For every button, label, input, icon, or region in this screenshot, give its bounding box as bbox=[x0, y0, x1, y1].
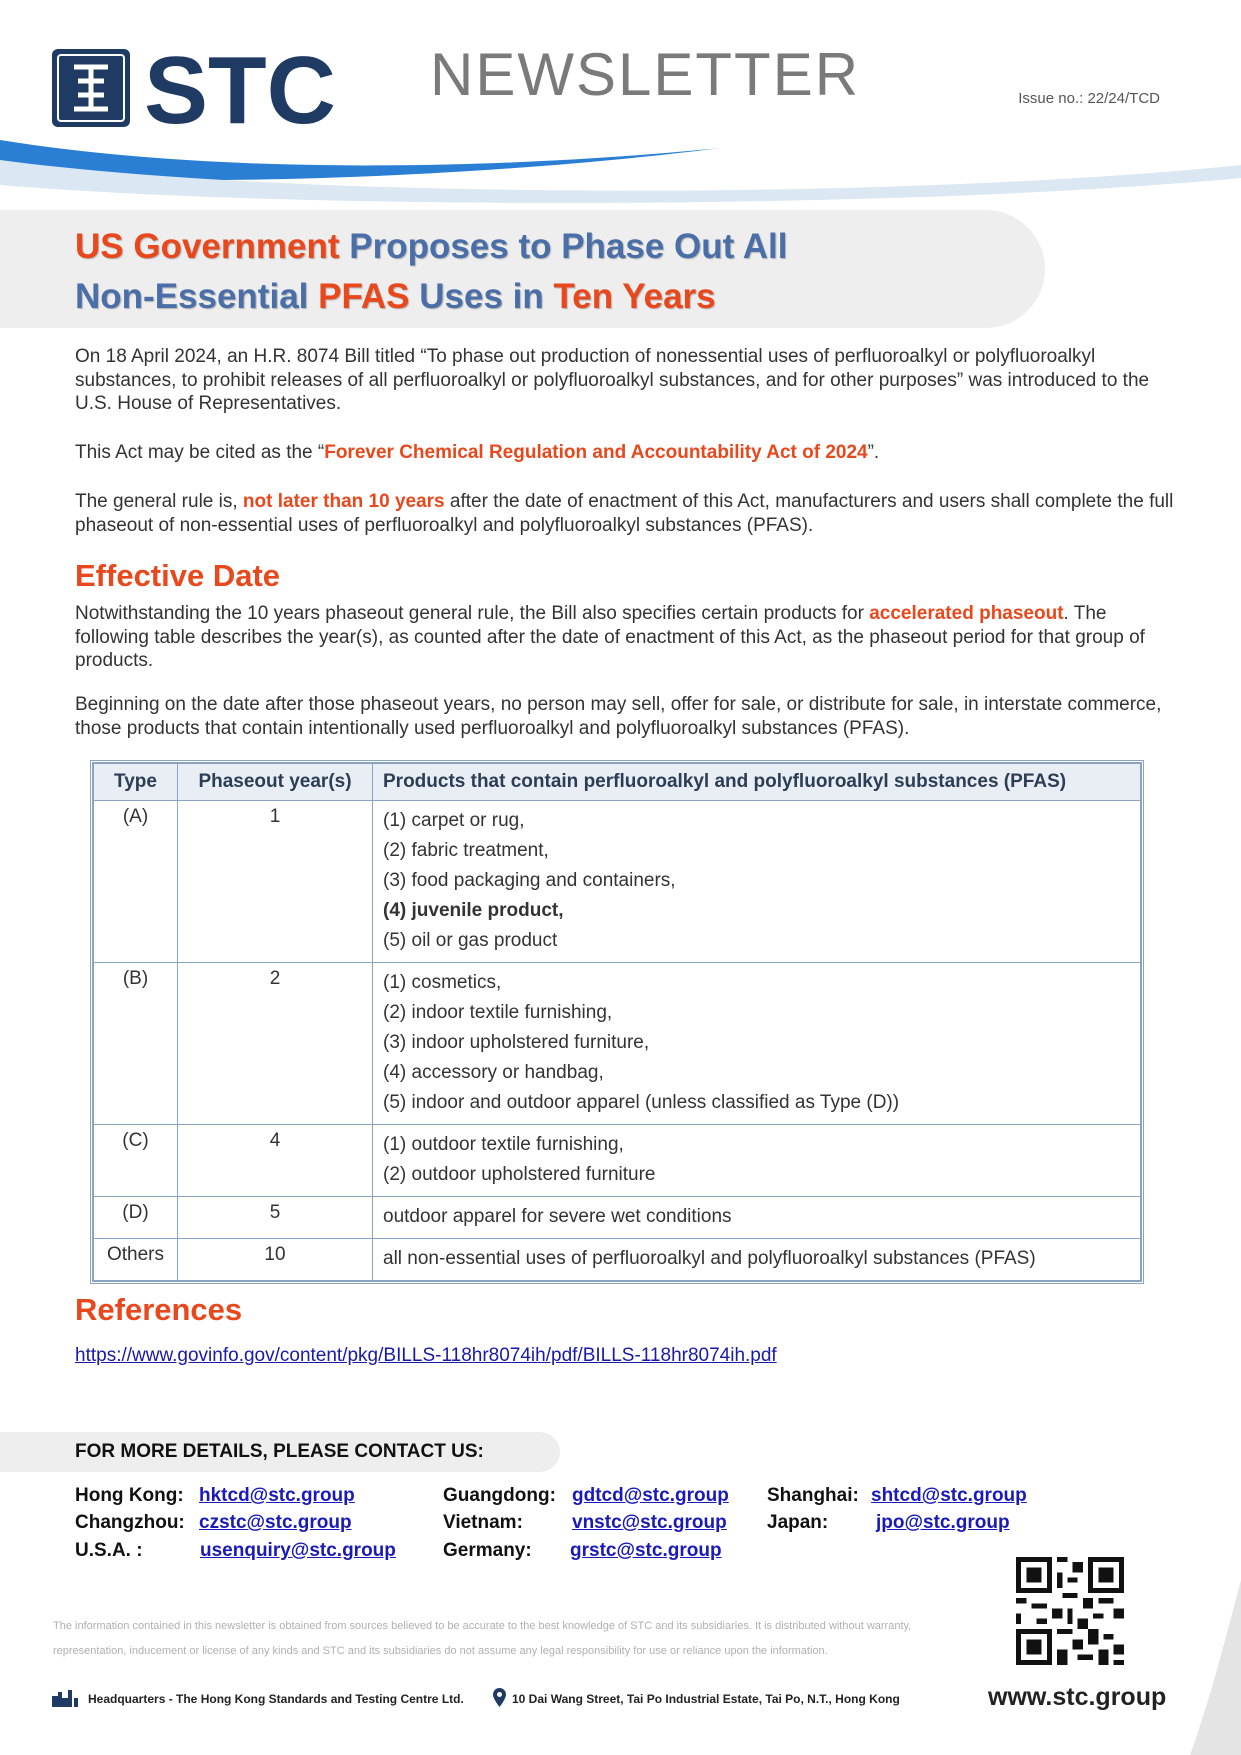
column-header-phaseout-years: Phaseout year(s) bbox=[178, 764, 373, 801]
accelerated-phaseout-highlight: accelerated phaseout bbox=[869, 603, 1064, 624]
phaseout-years-cell: 2 bbox=[178, 963, 373, 1125]
product-item: (4) accessory or handbag, bbox=[383, 1062, 604, 1083]
product-item: (3) food packaging and containers, bbox=[383, 870, 676, 891]
products-cell bbox=[373, 801, 1141, 963]
table-row bbox=[94, 1125, 1141, 1197]
references-heading: References bbox=[75, 1292, 243, 1327]
products-cell bbox=[373, 1239, 1141, 1281]
table-row bbox=[94, 801, 1141, 963]
phaseout-years-cell: 1 bbox=[178, 801, 373, 963]
brand-wordmark: STC bbox=[144, 47, 336, 129]
text-span: This Act may be cited as the “ bbox=[75, 442, 325, 463]
type-cell: (D) bbox=[94, 1197, 178, 1239]
product-item: (5) indoor and outdoor apparel (unless classified as Type (D)) bbox=[383, 1092, 900, 1113]
phaseout-years-cell: 10 bbox=[178, 1239, 373, 1281]
product-item: (2) fabric treatment, bbox=[383, 840, 549, 861]
building-icon bbox=[52, 1690, 78, 1707]
issue-number: Issue no.: 22/24/TCD bbox=[1018, 90, 1160, 107]
product-item: all non-essential uses of perfluoroalkyl and polyfluoroalkyl substances (PFAS) bbox=[383, 1248, 1036, 1269]
contact-email-link[interactable]: usenquiry@stc.group bbox=[200, 1540, 396, 1561]
contact-region-label: Japan: bbox=[767, 1512, 829, 1533]
act-name-highlight: Forever Chemical Regulation and Accountability Act of 2024 bbox=[324, 442, 868, 463]
article-title bbox=[75, 222, 787, 322]
website-link[interactable]: www.stc.group bbox=[988, 1683, 1167, 1711]
product-item: (1) carpet or rug, bbox=[383, 810, 525, 831]
contact-region-label: Changzhou: bbox=[75, 1512, 185, 1533]
products-cell bbox=[373, 1197, 1141, 1239]
disclaimer: The information contained in this newsletter is obtained from sources believed to be accurate to the best knowledge of STC and its subsidiaries. It is distributed without warranty, representation, inducement or license of any kinds and STC and its subsidiaries do not assume any legal responsibility for use or reliance upon the information. bbox=[53, 1620, 912, 1657]
headquarters-text: Headquarters - The Hong Kong Standards and Testing Centre Ltd. bbox=[88, 1692, 464, 1706]
stc-logo bbox=[52, 47, 354, 129]
contact-region-label: U.S.A. : bbox=[75, 1540, 143, 1561]
product-item: (5) oil or gas product bbox=[383, 930, 558, 951]
deadline-highlight: not later than 10 years bbox=[242, 491, 445, 512]
phaseout-table bbox=[93, 763, 1141, 1281]
title-text: Uses in bbox=[409, 277, 554, 316]
contact-email-link[interactable]: hktcd@stc.group bbox=[199, 1485, 355, 1506]
title-text: Non-Essential bbox=[75, 277, 319, 316]
contact-email-link[interactable]: gdtcd@stc.group bbox=[572, 1485, 729, 1506]
table-row bbox=[94, 1239, 1141, 1281]
phaseout-years-cell: 4 bbox=[178, 1125, 373, 1197]
contact-region-label: Vietnam: bbox=[443, 1512, 523, 1533]
table-row bbox=[94, 963, 1141, 1125]
products-cell bbox=[373, 963, 1141, 1125]
text-span: after the date of enactment of this Act, manufacturers and users shall complete the full phaseout of non-essential uses of perfluoroalkyl and polyfluoroalkyl substances (PFAS). bbox=[75, 491, 1174, 536]
text-span: The general rule is, bbox=[75, 491, 243, 512]
type-cell: (C) bbox=[94, 1125, 178, 1197]
address-text: 10 Dai Wang Street, Tai Po Industrial Estate, Tai Po, N.T., Hong Kong bbox=[512, 1692, 900, 1706]
intro-paragraph-3 bbox=[75, 490, 1175, 537]
type-cell: (B) bbox=[94, 963, 178, 1125]
product-item: (1) cosmetics, bbox=[383, 972, 502, 993]
column-header-products: Products that contain perfluoroalkyl and polyfluoroalkyl substances (PFAS) bbox=[373, 764, 1141, 801]
header-swoosh bbox=[0, 140, 1241, 210]
effective-paragraph-1 bbox=[75, 602, 1175, 673]
contact-email-link[interactable]: grstc@stc.group bbox=[570, 1540, 722, 1561]
contact-email-link[interactable]: vnstc@stc.group bbox=[572, 1512, 727, 1533]
reference-link[interactable]: https://www.govinfo.gov/content/pkg/BILLS-118hr8074ih/pdf/BILLS-118hr8074ih.pdf bbox=[75, 1345, 777, 1366]
column-header-type: Type bbox=[94, 764, 178, 801]
contact-region-label: Shanghai: bbox=[767, 1485, 859, 1506]
contact-heading: FOR MORE DETAILS, PLEASE CONTACT US: bbox=[75, 1441, 484, 1462]
contact-region-label: Guangdong: bbox=[443, 1485, 556, 1506]
newsletter-wordmark: NEWSLETTER bbox=[430, 41, 861, 108]
qr-code[interactable] bbox=[1016, 1557, 1124, 1665]
type-cell: (A) bbox=[94, 801, 178, 963]
contact-region-label: Germany: bbox=[443, 1540, 532, 1561]
text-span: . The following table describes the year(s), as counted after the date of enactment of this Act, as the phaseout period for that group of products. bbox=[75, 603, 1145, 671]
product-item: (4) juvenile product, bbox=[383, 900, 564, 921]
product-item: (3) indoor upholstered furniture, bbox=[383, 1032, 650, 1053]
title-text: Proposes to Phase Out All bbox=[339, 227, 788, 266]
contact-email-link[interactable]: jpo@stc.group bbox=[876, 1512, 1010, 1533]
product-item: (2) indoor textile furnishing, bbox=[383, 1002, 613, 1023]
intro-paragraph-2 bbox=[75, 441, 1175, 465]
product-item: outdoor apparel for severe wet conditions bbox=[383, 1206, 732, 1227]
product-item: (1) outdoor textile furnishing, bbox=[383, 1134, 624, 1155]
table-row bbox=[94, 1197, 1141, 1239]
type-cell: Others bbox=[94, 1239, 178, 1281]
title-highlight-government: US Government bbox=[75, 227, 340, 266]
text-span: ”. bbox=[867, 442, 880, 463]
table-header-row bbox=[94, 764, 1141, 801]
effective-paragraph-2: Beginning on the date after those phaseout years, no person may sell, offer for sale, or distribute for sale, in interstate commerce, those products that contain intentionally used perfluoroalkyl and polyfluoroalkyl substances (PFAS). bbox=[75, 694, 1162, 739]
location-pin-icon bbox=[493, 1688, 506, 1707]
phaseout-years-cell: 5 bbox=[178, 1197, 373, 1239]
text-span: Notwithstanding the 10 years phaseout general rule, the Bill also specifies certain products for bbox=[75, 603, 870, 624]
contact-email-link[interactable]: czstc@stc.group bbox=[199, 1512, 352, 1533]
products-cell bbox=[373, 1125, 1141, 1197]
product-item: (2) outdoor upholstered furniture bbox=[383, 1164, 656, 1185]
title-highlight-pfas: PFAS bbox=[318, 277, 410, 316]
intro-paragraph-1: On 18 April 2024, an H.R. 8074 Bill titled “To phase out production of nonessential uses of perfluoroalkyl or polyfluoroalkyl substances, to prohibit releases of all perfluoroalkyl or polyfluoroalkyl substances, and for other purposes” was introduced to the U.S. House of Representatives. bbox=[75, 346, 1150, 414]
title-highlight-ten-years: Ten Years bbox=[553, 277, 716, 316]
effective-date-heading: Effective Date bbox=[75, 558, 281, 593]
contact-email-link[interactable]: shtcd@stc.group bbox=[871, 1485, 1027, 1506]
contact-region-label: Hong Kong: bbox=[75, 1485, 184, 1506]
